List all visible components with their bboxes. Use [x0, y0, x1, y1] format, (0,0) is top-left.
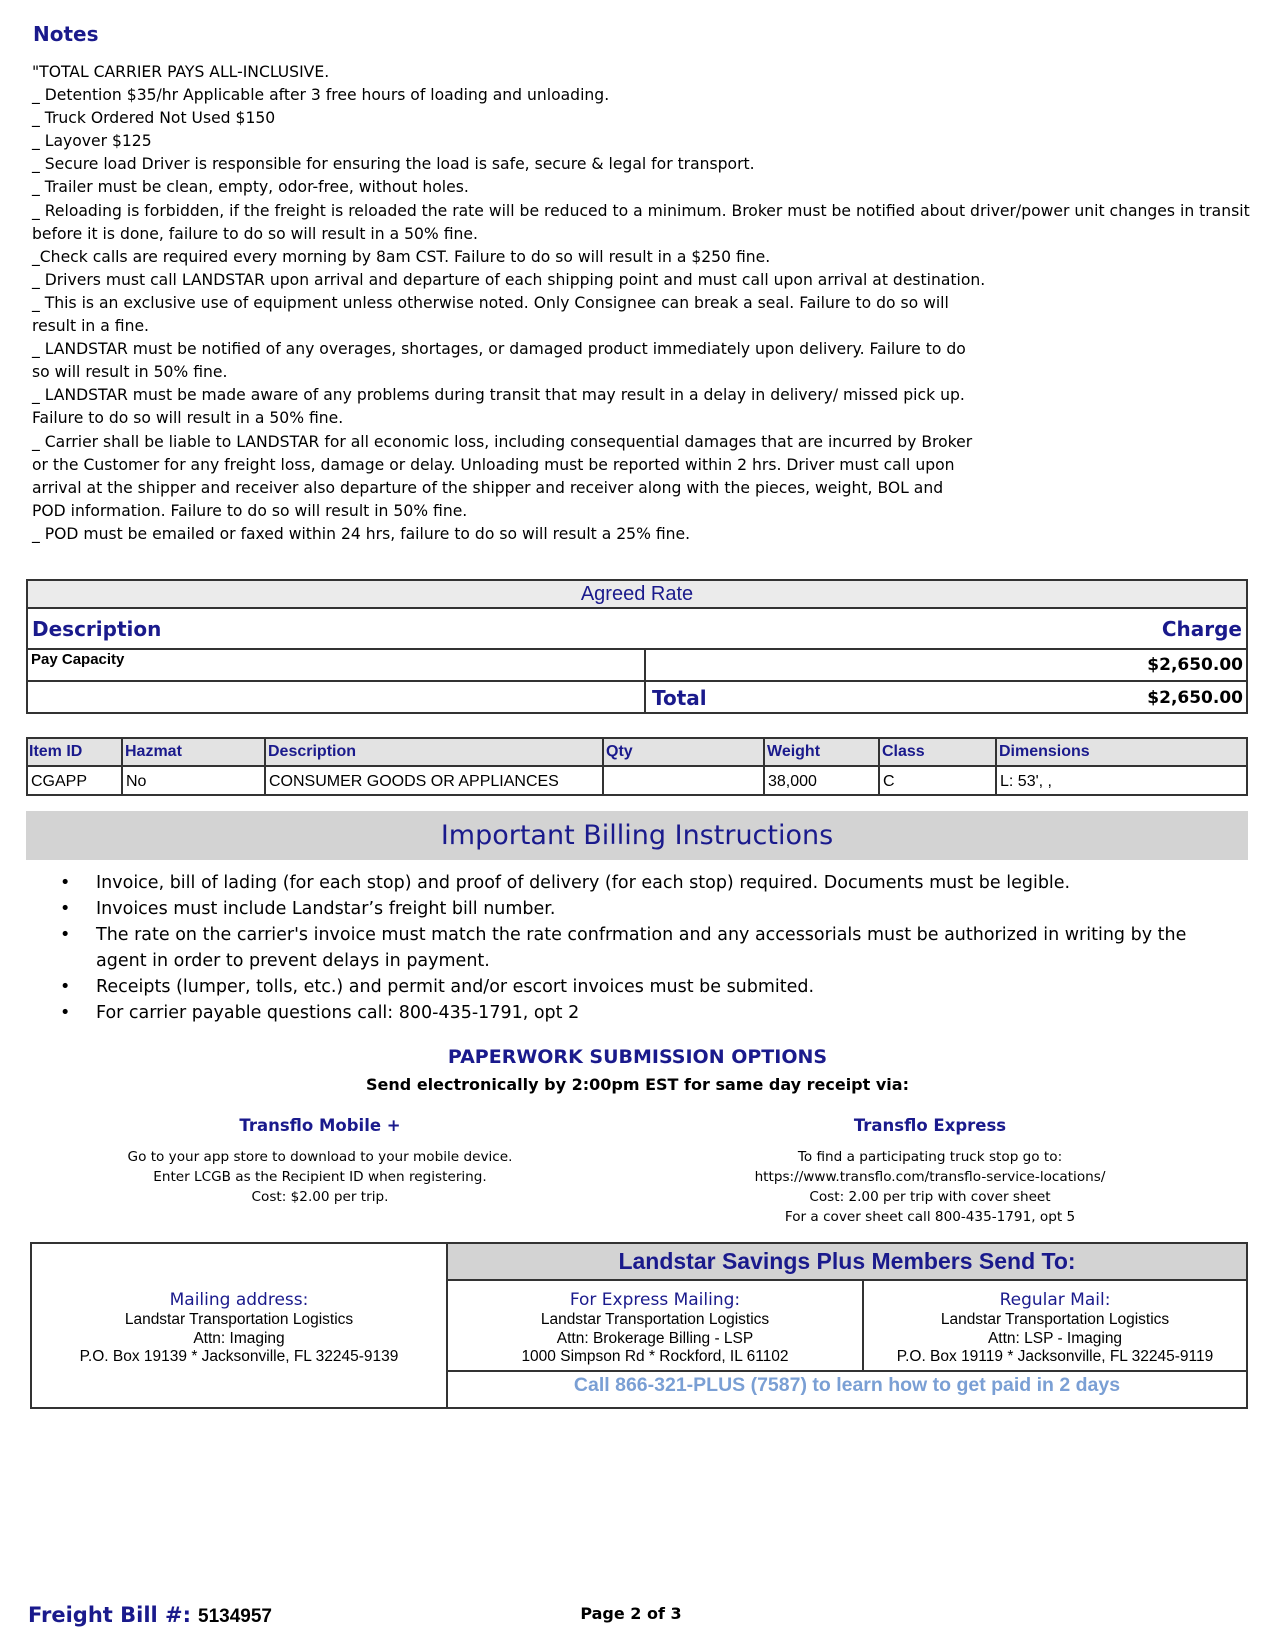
- express-mailing-block: [448, 1289, 862, 1367]
- notes-line: _ Truck Ordered Not Used $150: [32, 109, 276, 128]
- bullet-icon: •: [60, 899, 71, 919]
- page-number: Page 2 of 3: [580, 1604, 682, 1623]
- item-weight-cell: 38,000: [768, 773, 817, 790]
- notes-line: so will result in 50% fine.: [32, 363, 228, 382]
- items-header-hazmat: Hazmat: [125, 743, 182, 760]
- notes-line: Failure to do so will result in a 50% fine.: [32, 409, 344, 428]
- items-header-dimensions: Dimensions: [999, 743, 1090, 760]
- body-line: To find a participating truck stop go to:: [797, 1149, 1063, 1165]
- notes-line: _ Drivers must call LANDSTAR upon arrival and departure of each shipping point and must call upon arrival at destination.: [32, 270, 986, 289]
- notes-line: POD information. Failure to do so will result in 50% fine.: [32, 501, 468, 520]
- divider: [878, 739, 880, 794]
- billing-instructions-list: [60, 870, 1240, 1026]
- address-line: P.O. Box 19119 * Jacksonville, FL 32245-9119: [896, 1348, 1214, 1365]
- item-class-cell: C: [883, 773, 895, 790]
- transflo-mobile-body: [80, 1147, 560, 1207]
- bullet-icon: •: [60, 873, 71, 893]
- freight-bill-label: Freight Bill #:: [28, 1603, 192, 1627]
- item-dimensions-cell: L: 53', ,: [1000, 773, 1052, 790]
- address-line: Attn: Brokerage Billing - LSP: [556, 1329, 754, 1347]
- notes-body: [32, 61, 1250, 546]
- savings-plus-box: [30, 1242, 1248, 1409]
- list-item: [60, 896, 1240, 922]
- body-line: Cost: $2.00 per trip.: [251, 1189, 389, 1205]
- regular-mail-block: [864, 1289, 1246, 1367]
- items-header-weight: Weight: [767, 743, 821, 760]
- divider: [448, 1370, 1246, 1372]
- address-line: Attn: Imaging: [193, 1329, 285, 1347]
- savings-plus-banner: Landstar Savings Plus Members Send To:: [448, 1244, 1246, 1281]
- item-description-cell: CONSUMER GOODS OR APPLIANCES: [269, 773, 559, 790]
- divider: [995, 739, 997, 794]
- bullet-icon: •: [60, 1003, 71, 1023]
- mailing-address-block: [32, 1289, 446, 1367]
- body-line: Go to your app store to download to your mobile device.: [127, 1149, 513, 1165]
- notes-line: _Check calls are required every morning by 8am CST. Failure to do so will result in a $250 fine.: [32, 247, 771, 266]
- items-header-item-id: Item ID: [29, 743, 83, 760]
- list-item: [60, 974, 1240, 1000]
- savings-plus-call: Call 866-321-PLUS (7587) to learn how to get paid in 2 days: [573, 1374, 1121, 1396]
- bullet-icon: •: [60, 977, 71, 997]
- notes-title: Notes: [33, 22, 99, 46]
- notes-line: _ Trailer must be clean, empty, odor-free, without holes.: [32, 178, 469, 197]
- freight-bill-number: 5134957: [198, 1606, 272, 1627]
- divider: [28, 648, 1246, 650]
- item-id-cell: CGAPP: [31, 773, 88, 790]
- rate-row-label: Pay Capacity: [31, 651, 125, 668]
- item-hazmat-cell: No: [126, 773, 147, 790]
- items-header-description: Description: [268, 743, 357, 760]
- body-line: Cost: 2.00 per trip with cover sheet: [809, 1189, 1051, 1205]
- divider: [602, 739, 604, 794]
- transflo-express-title: Transflo Express: [853, 1116, 1007, 1135]
- address-line: P.O. Box 19139 * Jacksonville, FL 32245-9139: [79, 1348, 399, 1365]
- rate-total-amount: $2,650.00: [1147, 688, 1243, 708]
- rate-row-amount: $2,650.00: [1147, 655, 1243, 675]
- notes-line: _ POD must be emailed or faxed within 24 hrs, failure to do so will result a 25% fine.: [32, 524, 691, 543]
- notes-line: _ LANDSTAR must be made aware of any problems during transit that may result in a delay in delivery/ missed pick up.: [32, 386, 965, 405]
- notes-line: _ Layover $125: [32, 132, 152, 151]
- transflo-mobile-title: Transflo Mobile +: [239, 1116, 401, 1135]
- body-line: https://www.transflo.com/transflo-service-locations/: [754, 1169, 1106, 1185]
- notes-line: arrival at the shipper and receiver also departure of the shipper and receiver along with the pieces, weight, BOL and: [32, 478, 944, 497]
- body-line: For a cover sheet call 800-435-1791, opt 5: [784, 1209, 1076, 1225]
- rate-charge-header: Charge: [1161, 617, 1242, 641]
- mailing-address-title: Mailing address:: [169, 1290, 309, 1310]
- address-line: Landstar Transportation Logistics: [124, 1311, 354, 1328]
- regular-mail-title: Regular Mail:: [999, 1290, 1111, 1310]
- items-header-qty: Qty: [606, 743, 633, 760]
- notes-line: result in a fine.: [32, 317, 150, 336]
- bullet-icon: •: [60, 925, 71, 945]
- bullet-text: Receipts (lumper, tolls, etc.) and permit and/or escort invoices must be submited.: [96, 977, 815, 997]
- rate-description-header: Description: [32, 617, 162, 641]
- rate-total-label: Total: [652, 686, 707, 710]
- items-header-class: Class: [882, 743, 925, 760]
- bullet-text: Invoices must include Landstar’s freight bill number.: [96, 899, 556, 919]
- paperwork-title: PAPERWORK SUBMISSION OPTIONS: [447, 1046, 828, 1068]
- divider: [264, 739, 266, 794]
- agreed-rate-table: [26, 579, 1248, 714]
- list-item: [60, 1000, 1240, 1026]
- bullet-text: The rate on the carrier's invoice must match the rate confrmation and any accessorials must be authorized in writing by the agent in order to prevent delays in payment.: [96, 925, 1187, 971]
- address-line: Attn: LSP - Imaging: [987, 1329, 1123, 1347]
- paperwork-subtitle: Send electronically by 2:00pm EST for same day receipt via:: [366, 1075, 909, 1094]
- notes-line: "TOTAL CARRIER PAYS ALL-INCLUSIVE.: [32, 63, 330, 81]
- notes-line: _ Carrier shall be liable to LANDSTAR for all economic loss, including consequential damages that are incurred by Broker: [32, 432, 973, 451]
- billing-instructions-title: Important Billing Instructions: [26, 811, 1248, 860]
- divider: [121, 739, 123, 794]
- notes-line: or the Customer for any freight loss, damage or delay. Unloading must be reported within 2 hrs. Driver must call upon: [32, 455, 955, 474]
- notes-line: _ Secure load Driver is responsible for ensuring the load is safe, secure & legal for transport.: [32, 155, 755, 174]
- notes-line: _ Detention $35/hr Applicable after 3 free hours of loading and unloading.: [32, 86, 610, 105]
- address-line: Landstar Transportation Logistics: [540, 1311, 770, 1328]
- address-line: 1000 Simpson Rd * Rockford, IL 61102: [521, 1348, 789, 1365]
- divider: [28, 680, 1246, 682]
- list-item: [60, 922, 1240, 974]
- divider: [644, 648, 646, 712]
- divider: [763, 739, 765, 794]
- transflo-express-body: [690, 1147, 1170, 1227]
- notes-line: _ Reloading is forbidden, if the freight is reloaded the rate will be reduced to a minimum. Broker must be notified about driver/power unit changes in transit: [32, 201, 1250, 220]
- body-line: Enter LCGB as the Recipient ID when registering.: [153, 1169, 487, 1185]
- notes-line: before it is done, failure to do so will result in a 50% fine.: [32, 224, 478, 243]
- bullet-text: For carrier payable questions call: 800-435-1791, opt 2: [96, 1003, 580, 1023]
- notes-line: _ LANDSTAR must be notified of any overages, shortages, or damaged product immediately upon delivery. Failure to do: [32, 340, 966, 359]
- address-line: Landstar Transportation Logistics: [940, 1311, 1170, 1328]
- express-mailing-title: For Express Mailing:: [569, 1290, 741, 1310]
- notes-line: _ This is an exclusive use of equipment unless otherwise noted. Only Consignee can break a seal. Failure to do so will: [32, 293, 949, 312]
- items-table: [26, 737, 1248, 796]
- list-item: [60, 870, 1240, 896]
- bullet-text: Invoice, bill of lading (for each stop) and proof of delivery (for each stop) required. Documents must be legible.: [96, 873, 1071, 893]
- agreed-rate-title: Agreed Rate: [28, 581, 1246, 609]
